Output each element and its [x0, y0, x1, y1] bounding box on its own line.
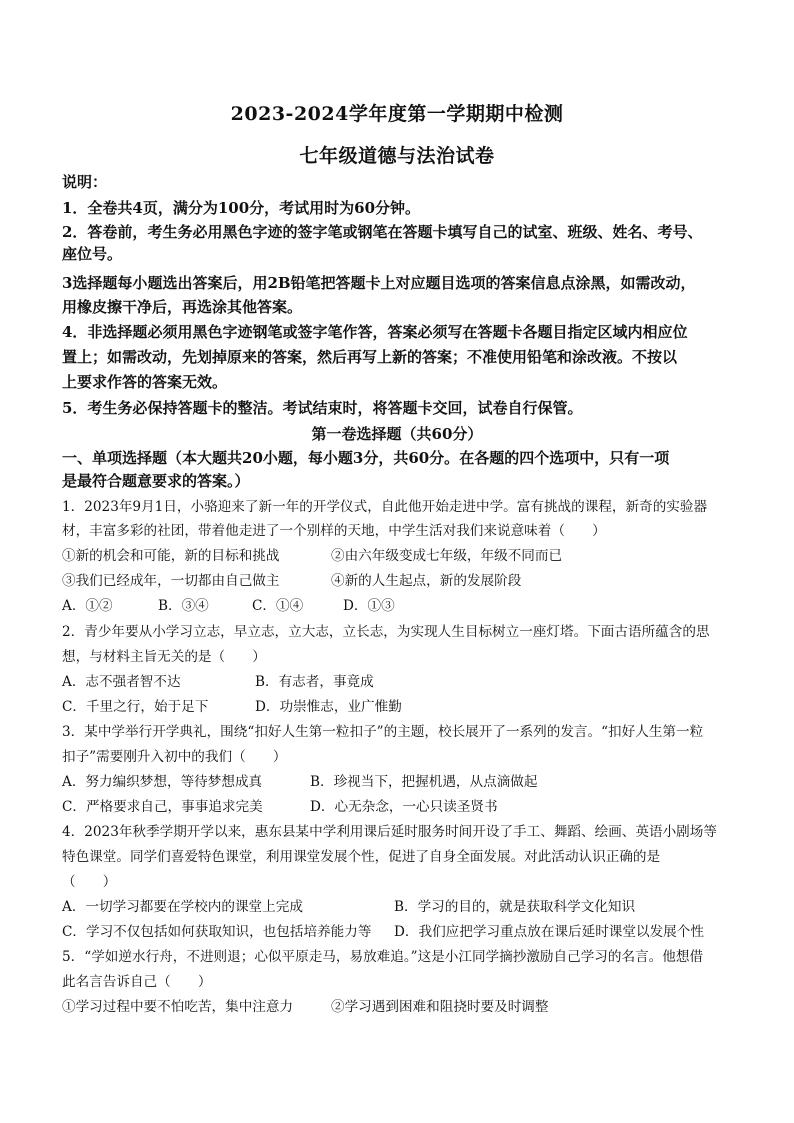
q5-statement-2: ②学习遇到困难和阻挠时要及时调整 [331, 999, 549, 1015]
q1-statement-2: ②由六年级变成七年级，年级不同而已 [331, 548, 563, 564]
q1-statement-3: ③我们已经成年，一切都由自己做主 [62, 573, 280, 589]
q4-stem-line-2: 特色课堂。同学们喜爱特色课堂，利用课堂发展个性，促进了自身全面发展。对此活动认识正确的是 [62, 849, 661, 865]
q1-statement-4: ④新的人生起点，新的发展阶段 [331, 573, 522, 589]
instruction-2-line-1: 2．答卷前，考生务必用黑色字迹的签字笔或钢笔在答题卡填写自己的试室、班级、姓名、考号、 [62, 223, 703, 241]
exam-subtitle: 七年级道德与法治试卷 [299, 145, 495, 167]
q3-option-b: B．珍视当下，把握机遇，从点滴做起 [310, 774, 538, 790]
q5-statement-1: ①学习过程中要不怕吃苦，集中注意力 [62, 999, 294, 1015]
instructions-heading: 说明： [62, 173, 108, 191]
q1-option-a: A．①② [62, 598, 113, 614]
q2-option-d: D．功崇惟志，业广惟勤 [255, 699, 402, 715]
q5-stem-line-1: 5．“学如逆水行舟，不进则退；心似平原走马，易放难追。”这是小江同学摘抄激励自己学习的名言。他想借 [62, 949, 704, 965]
q4-option-c: C．学习不仅包括如何获取知识，也包括培养能力等 [62, 924, 372, 940]
section-title: 第一卷选择题（共60分） [311, 425, 483, 443]
instruction-2-line-2: 座位号。 [62, 245, 123, 263]
q2-option-b: B．有志者，事竟成 [255, 674, 374, 690]
q3-stem-line-1: 3．某中学举行开学典礼，围绕“扣好人生第一粒扣子”的主题，校长展开了一系列的发言。“扣好人生第一粒 [62, 724, 704, 740]
q2-stem-line-1: 2．青少年要从小学习立志，早立志，立大志，立长志，为实现人生目标树立一座灯塔。下面古语所蕴含的思 [62, 624, 710, 640]
q1-stem-line-2: 材，丰富多彩的社团，带着他走进了一个别样的天地，中学生活对我们来说意味着（ ） [62, 523, 606, 539]
q2-stem-line-2: 想，与材料主旨无关的是（ ） [62, 649, 266, 665]
instruction-3-line-2: 用橡皮擦干净后，再选涂其他答案。 [62, 298, 303, 316]
q3-option-a: A．努力编织梦想，等待梦想成真 [62, 774, 263, 790]
q3-option-d: D．心无杂念，一心只读圣贤书 [310, 799, 498, 815]
instruction-4-line-3: 上要求作答的答案无效。 [62, 373, 228, 391]
instruction-3-line-1: 3选择题每小题选出答案后，用2B铅笔把答题卡上对应题目选项的答案信息点涂黑，如需改动， [62, 274, 696, 292]
q4-stem-line-3: （ ） [62, 874, 117, 890]
instruction-4-line-2: 置上；如需改动，先划掉原来的答案，然后再写上新的答案；不准使用铅笔和涂改液。不按以 [62, 348, 678, 366]
instruction-4-line-1: 4．非选择题必须用黑色字迹钢笔或签字笔作答，答案必须写在答题卡各题目指定区域内相应位 [62, 323, 688, 341]
q4-option-d: D．我们应把学习重点放在课后延时课堂以发展个性 [394, 924, 704, 940]
q4-stem-line-1: 4．2023年秋季学期开学以来，惠东县某中学利用课后延时服务时间开设了手工、舞蹈、绘画、英语小剧场等 [62, 824, 717, 840]
q1-statement-1: ①新的机会和可能，新的目标和挑战 [62, 548, 280, 564]
q3-option-c: C．严格要求自己，事事追求完美 [62, 799, 263, 815]
exam-title: 2023-2024学年度第一学期期中检测 [230, 103, 564, 125]
instruction-5: 5．考生务必保持答题卡的整洁。考试结束时，将答题卡交回，试卷自行保管。 [62, 399, 583, 417]
q2-option-c: C．千里之行，始于足下 [62, 699, 209, 715]
q1-option-d: D．①③ [343, 598, 395, 614]
q2-option-a: A．志不强者智不达 [62, 674, 181, 690]
q1-option-c: C．①④ [252, 598, 304, 614]
q1-option-b: B．③④ [158, 598, 209, 614]
q4-option-a: A．一切学习都要在学校内的课堂上完成 [62, 899, 303, 915]
part-heading-line-2: 是最符合题意要求的答案。） [62, 472, 250, 490]
q5-stem-line-2: 此名言告诉自己（ ） [62, 974, 212, 990]
part-heading-line-1: 一、单项选择题（本大题共20小题，每小题3分，共60分。在各题的四个选项中，只有一项 [62, 449, 670, 467]
q1-stem-line-1: 1．2023年9月1日，小骆迎来了新一年的开学仪式，自此他开始走进中学。富有挑战的课程，新奇的实验器 [62, 499, 708, 515]
q4-option-b: B．学习的目的，就是获取科学文化知识 [394, 899, 636, 915]
instruction-1: 1．全卷共4页，满分为100分，考试用时为60分钟。 [62, 199, 421, 217]
q3-stem-line-2: 扣子”需要刚升入初中的我们（ ） [62, 749, 287, 765]
